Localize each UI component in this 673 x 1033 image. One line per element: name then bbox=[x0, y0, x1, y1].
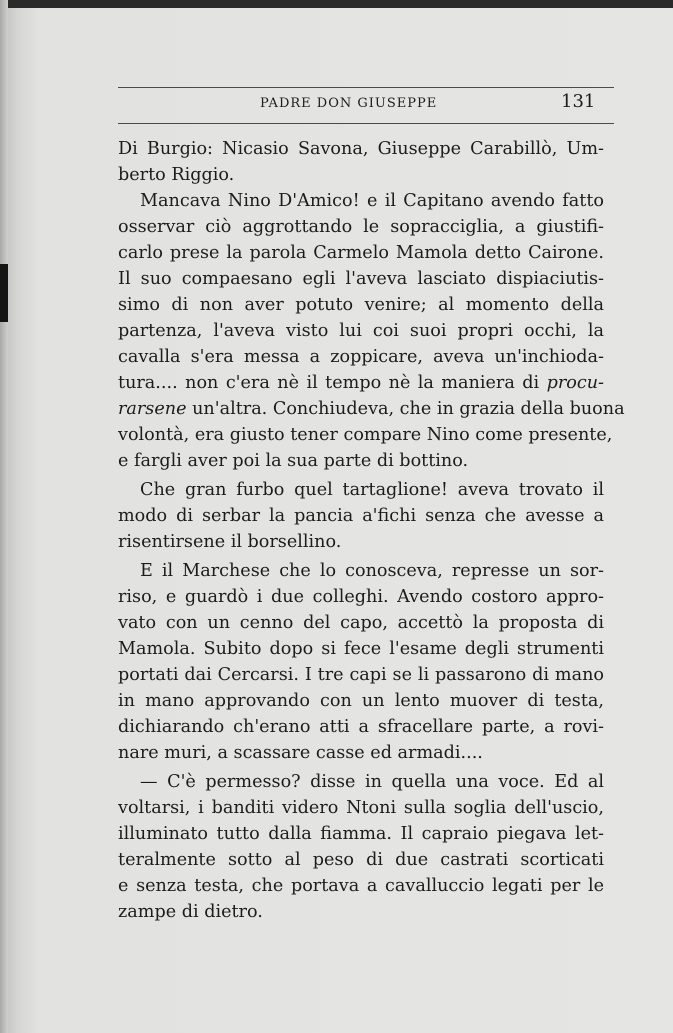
text-line: illuminato tutto dalla fiamma. Il capraio piegava let- bbox=[118, 824, 604, 844]
text-line: volontà, era giusto tener compare Nino come presente, bbox=[118, 425, 613, 445]
text-line: Di Burgio: Nicasio Savona, Giuseppe Carabillò, Um- bbox=[118, 139, 604, 159]
text-line: zampe di dietro. bbox=[118, 902, 263, 922]
page-number: 131 bbox=[561, 91, 596, 112]
binding-mark bbox=[0, 264, 8, 322]
text-line: dichiarando ch'erano atti a sfracellare parte, a rovi- bbox=[118, 717, 604, 737]
text-line: cavalla s'era messa a zoppicare, aveva un'inchioda- bbox=[118, 347, 604, 367]
text-line: Mamola. Subito dopo si fece l'esame degli strumenti bbox=[118, 639, 604, 659]
text-line: teralmente sotto al peso di due castrati scorticati bbox=[118, 850, 604, 870]
text-line: simo di non aver potuto venire; al momento della bbox=[118, 295, 604, 315]
text-line: e senza testa, che portava a cavalluccio legati per le bbox=[118, 876, 604, 896]
text-line: nare muri, a scassare casse ed armadi.... bbox=[118, 743, 483, 763]
text-line: vato con un cenno del capo, accettò la proposta di bbox=[118, 613, 604, 633]
text-line: carlo prese la parola Carmelo Mamola detto Cairone. bbox=[118, 243, 604, 263]
text-line: Che gran furbo quel tartaglione! aveva trovato il bbox=[140, 480, 604, 500]
text-line: portati dai Cercarsi. I tre capi se li passarono di mano bbox=[118, 665, 604, 685]
text-line: voltarsi, i banditi videro Ntoni sulla soglia dell'uscio, bbox=[118, 798, 604, 818]
text-line-mixed bbox=[118, 396, 625, 422]
text-line: Mancava Nino D'Amico! e il Capitano avendo fatto bbox=[140, 191, 604, 211]
text-line: modo di serbar la pancia a'fichi senza che avesse a bbox=[118, 506, 604, 526]
text-line: berto Riggio. bbox=[118, 165, 235, 185]
text-line: e fargli aver poi la sua parte di bottino. bbox=[118, 451, 469, 471]
italic-word-part: rarsene bbox=[118, 399, 187, 419]
page-top-edge bbox=[0, 0, 673, 8]
text-line-mixed bbox=[118, 370, 604, 396]
header-rule-top bbox=[118, 87, 614, 88]
text-line: riso, e guardò i due colleghi. Avendo costoro appro- bbox=[118, 587, 604, 607]
text-segment: tura.... non c'era nè il tempo nè la maniera di bbox=[118, 373, 540, 393]
text-line: osservar ciò aggrottando le sopracciglia, a giustifi- bbox=[118, 217, 604, 237]
text-segment: un'altra. Conchiudeva, che in grazia della buona bbox=[192, 399, 625, 419]
body-text bbox=[118, 136, 625, 925]
italic-word-part: procu- bbox=[546, 373, 605, 393]
header-rule-bottom bbox=[118, 123, 614, 124]
text-line: risentirsene il borsellino. bbox=[118, 532, 342, 552]
text-line: — C'è permesso? disse in quella una voce. Ed al bbox=[140, 772, 604, 792]
text-line: in mano approvando con un lento muover di testa, bbox=[118, 691, 604, 711]
text-line: E il Marchese che lo conosceva, represse un sor- bbox=[140, 561, 604, 581]
text-line: Il suo compaesano egli l'aveva lasciato dispiaciutis- bbox=[118, 269, 604, 289]
text-line: partenza, l'aveva visto lui coi suoi propri occhi, la bbox=[118, 321, 604, 341]
page-left-edge bbox=[0, 0, 8, 1033]
running-title: PADRE DON GIUSEPPE bbox=[260, 96, 438, 111]
